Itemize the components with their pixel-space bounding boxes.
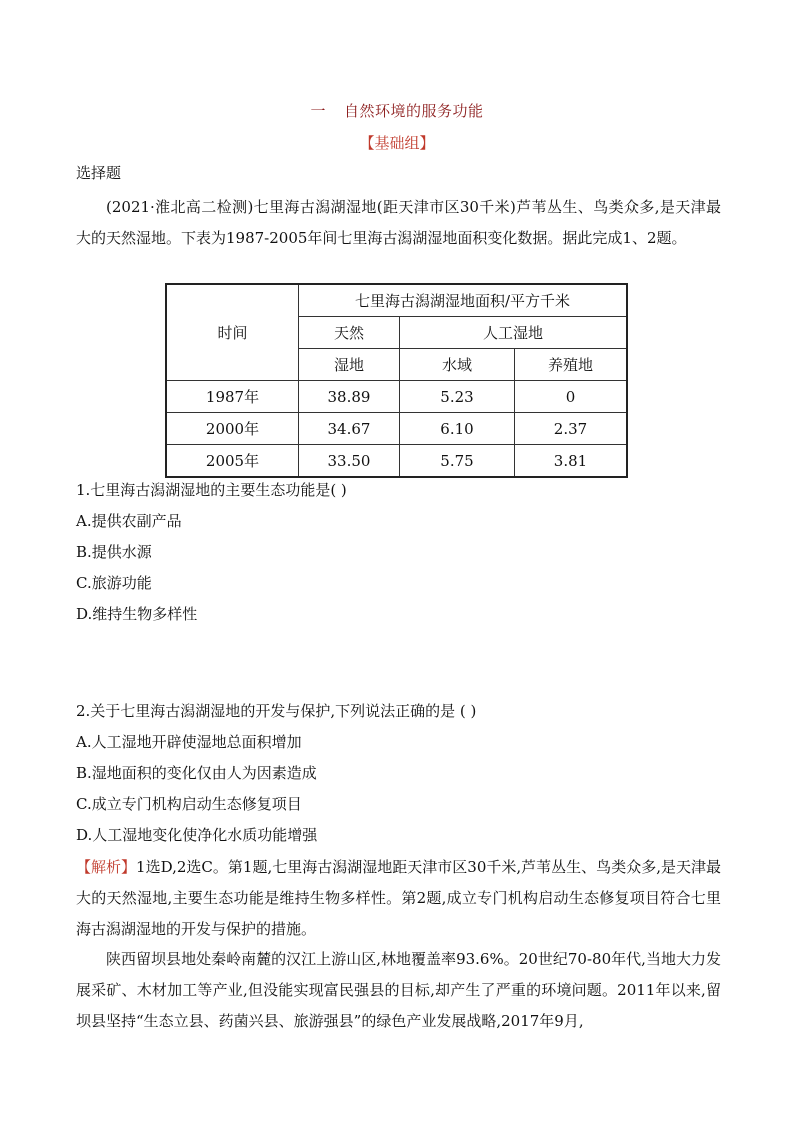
header-farm: 养殖地 xyxy=(515,349,628,381)
q2-option-a[interactable]: A.人工湿地开辟使湿地总面积增加 xyxy=(76,733,302,751)
chapter-title xyxy=(0,100,794,121)
q1-option-d[interactable]: D.维持生物多样性 xyxy=(76,605,198,623)
header-artificial: 人工湿地 xyxy=(400,317,628,349)
cell-farm: 2.37 xyxy=(515,413,628,445)
header-area: 七里海古潟湖湿地面积/平方千米 xyxy=(299,284,628,317)
question-2-stem: 2.关于七里海古潟湖湿地的开发与保护,下列说法正确的是 ( ) xyxy=(76,702,477,720)
header-time: 时间 xyxy=(166,284,299,381)
header-water: 水域 xyxy=(400,349,515,381)
cell-year: 2005年 xyxy=(166,445,299,478)
analysis-label: 【解析】 xyxy=(76,858,137,876)
analysis-paragraph xyxy=(76,852,721,945)
group-label: 【基础组】 xyxy=(359,134,435,152)
q1-option-a[interactable]: A.提供农副产品 xyxy=(76,512,182,530)
analysis-text: 1选D,2选C。第1题,七里海古潟湖湿地距天津市区30千米,芦苇丛生、鸟类众多,是天津最大的天然湿地,主要生态功能是维持生物多样性。第2题,成立专门机构启动生态修复项目符合七里海古潟湖湿地的开发与保护的措施。 xyxy=(76,858,721,938)
title-text: 自然环境的服务功能 xyxy=(344,102,484,120)
q1-option-b[interactable]: B.提供水源 xyxy=(76,543,152,561)
q2-option-b[interactable]: B.湿地面积的变化仅由人为因素造成 xyxy=(76,764,317,782)
q1-option-c[interactable]: C.旅游功能 xyxy=(76,574,152,592)
section-heading: 选择题 xyxy=(76,164,122,182)
cell-natural: 33.50 xyxy=(299,445,400,478)
cell-year: 1987年 xyxy=(166,381,299,413)
cell-natural: 34.67 xyxy=(299,413,400,445)
q2-option-d[interactable]: D.人工湿地变化使净化水质功能增强 xyxy=(76,826,318,844)
table-row xyxy=(166,413,627,445)
passage-2-paragraph: 陕西留坝县地处秦岭南麓的汉江上游山区,林地覆盖率93.6%。20世纪70-80年代,当地大力发展采矿、木材加工等产业,但没能实现富民强县的目标,却产生了严重的环境问题。2011年以来,留坝县坚持“生态立县、药菌兴县、旅游强县”的绿色产业发展战略,2017年9月, xyxy=(76,950,721,1030)
cell-water: 5.75 xyxy=(400,445,515,478)
header-natural-2: 湿地 xyxy=(299,349,400,381)
cell-year: 2000年 xyxy=(166,413,299,445)
cell-farm: 0 xyxy=(515,381,628,413)
cell-water: 5.23 xyxy=(400,381,515,413)
q2-option-c[interactable]: C.成立专门机构启动生态修复项目 xyxy=(76,795,302,813)
table-row xyxy=(166,445,627,478)
cell-natural: 38.89 xyxy=(299,381,400,413)
table-row xyxy=(166,381,627,413)
question-1-stem: 1.七里海古潟湖湿地的主要生态功能是( ) xyxy=(76,481,347,499)
wetland-area-table xyxy=(165,283,628,478)
title-number: 一 xyxy=(310,102,326,120)
header-natural-1: 天然 xyxy=(299,317,400,349)
cell-farm: 3.81 xyxy=(515,445,628,478)
intro-paragraph: (2021·淮北高二检测)七里海古潟湖湿地(距天津市区30千米)芦苇丛生、鸟类众多,是天津最大的天然湿地。下表为1987-2005年间七里海古潟湖湿地面积变化数据。据此完成1、2题。 xyxy=(76,198,721,247)
cell-water: 6.10 xyxy=(400,413,515,445)
